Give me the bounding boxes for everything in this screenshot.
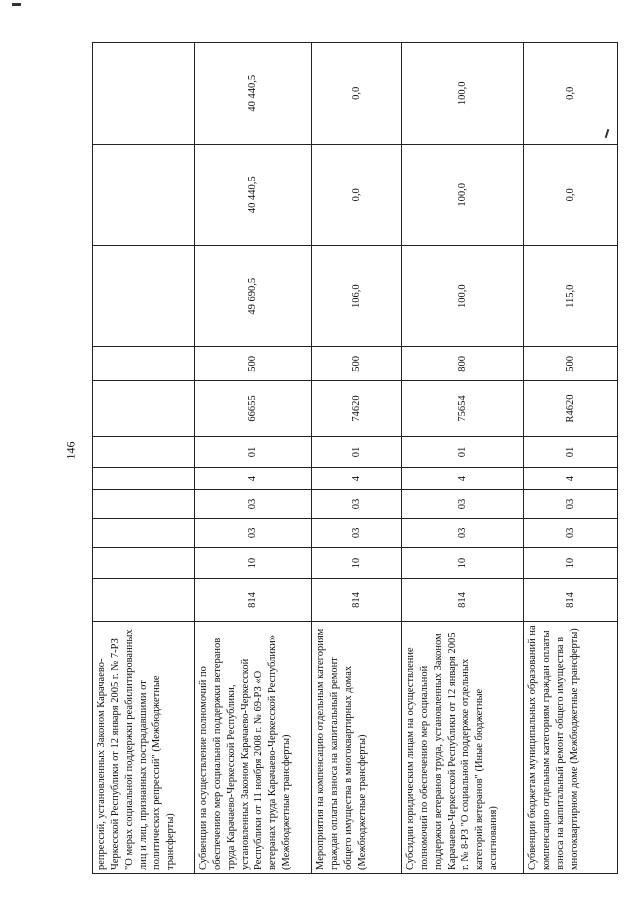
sum-year2-cell: 0,0 <box>312 144 402 245</box>
direction-cell: 74620 <box>312 381 402 437</box>
rotated-page-area <box>92 42 617 874</box>
page-number: 146 <box>63 441 78 460</box>
main-event-cell: 01 <box>312 436 402 467</box>
program-cell: 03 <box>195 489 312 518</box>
expense-type-cell: 500 <box>524 347 618 381</box>
razdel-cell: 10 <box>402 547 524 578</box>
gr-cell: 814 <box>524 579 618 621</box>
program-cell: 03 <box>402 489 524 518</box>
razdel-cell <box>93 547 195 578</box>
sum-year3-cell <box>93 43 195 145</box>
subprogram-cell: 4 <box>524 468 618 490</box>
table-row <box>312 43 402 874</box>
direction-cell <box>93 381 195 437</box>
sum-year3-cell: 0,0 <box>524 43 618 145</box>
sum-year1-cell: 49 690,5 <box>195 246 312 347</box>
direction-cell: 66655 <box>195 381 312 437</box>
sum-year3-cell: 40 440,5 <box>195 43 312 145</box>
sum-year2-cell <box>93 144 195 245</box>
table-row <box>524 43 618 874</box>
budget-table <box>92 42 618 874</box>
sum-year1-cell: 100,0 <box>402 246 524 347</box>
program-cell: 03 <box>312 489 402 518</box>
main-event-cell: 01 <box>195 436 312 467</box>
podrazdel-cell: 03 <box>402 518 524 547</box>
gr-cell: 814 <box>195 579 312 621</box>
sum-year1-cell: 106,0 <box>312 246 402 347</box>
expense-type-cell: 500 <box>312 347 402 381</box>
program-cell <box>93 489 195 518</box>
row-name-cell: Мероприятия на компенсацию отдельным категориям граждан оплаты взноса на капитальный ремонт общего имущества в многоквартирных домах (Межбюджетные трансферты) <box>312 621 402 873</box>
direction-cell: 75654 <box>402 381 524 437</box>
row-name-cell: Субвенции на осуществление полномочий по обеспечению мер социальной поддержки ветеранов труда Карачаево-Черкесской Республики, установленных Законом Карачаево-Черкесской Республики от 11 ноября 2008 г. № 69-РЗ «О ветеранах труда Карачаево-Черкесской Республики» (Межбюджетные трансферты) <box>195 621 312 873</box>
razdel-cell: 10 <box>312 547 402 578</box>
table-row <box>402 43 524 874</box>
razdel-cell: 10 <box>524 547 618 578</box>
subprogram-cell: 4 <box>402 468 524 490</box>
sum-year3-cell: 0,0 <box>312 43 402 145</box>
sum-year3-cell: 100,0 <box>402 43 524 145</box>
row-name-cell: Субвенции бюджетам муниципальных образований на компенсацию отдельным категориям граждан оплаты взноса на капитальный ремонт общего имущества в многоквартирном доме (Межбюджетные трансферты) <box>524 621 618 873</box>
subprogram-cell: 4 <box>195 468 312 490</box>
subprogram-cell <box>93 468 195 490</box>
expense-type-cell: 500 <box>195 347 312 381</box>
sum-year2-cell: 100,0 <box>402 144 524 245</box>
direction-cell: R4620 <box>524 381 618 437</box>
row-name-cell: Субсидии юридическим лицам на осуществление полномочий по обеспечению мер социальной поддержки ветеранов труда, установленных Законом Карачаево-Черкесской Республики от 12 января 2005 г. № 8-РЗ "О социальной поддержке отдельных категорий ветеранов" (Иные бюджетные ассигнования) <box>402 621 524 873</box>
expense-type-cell: 800 <box>402 347 524 381</box>
razdel-cell: 10 <box>195 547 312 578</box>
main-event-cell: 01 <box>402 436 524 467</box>
program-cell: 03 <box>524 489 618 518</box>
sum-year2-cell: 40 440,5 <box>195 144 312 245</box>
sum-year2-cell: 0,0 <box>524 144 618 245</box>
table-row <box>195 43 312 874</box>
gr-cell <box>93 579 195 621</box>
sum-year1-cell <box>93 246 195 347</box>
gr-cell: 814 <box>312 579 402 621</box>
main-event-cell: 01 <box>524 436 618 467</box>
podrazdel-cell <box>93 518 195 547</box>
subprogram-cell: 4 <box>312 468 402 490</box>
row-name-cell: репрессий, установленных Законом Карачаево-Черкесской Республики от 12 января 2005 г. № 7-РЗ "О мерах социальной поддержки реабилитированных лиц и лиц, признанных пострадавшими от политических репрессий" (Межбюджетные трансферты) <box>93 621 195 873</box>
podrazdel-cell: 03 <box>195 518 312 547</box>
sum-year1-cell: 115,0 <box>524 246 618 347</box>
expense-type-cell <box>93 347 195 381</box>
gr-cell: 814 <box>402 579 524 621</box>
main-event-cell <box>93 436 195 467</box>
podrazdel-cell: 03 <box>312 518 402 547</box>
scan-edge-mark <box>12 3 21 6</box>
table-row <box>93 43 195 874</box>
podrazdel-cell: 03 <box>524 518 618 547</box>
